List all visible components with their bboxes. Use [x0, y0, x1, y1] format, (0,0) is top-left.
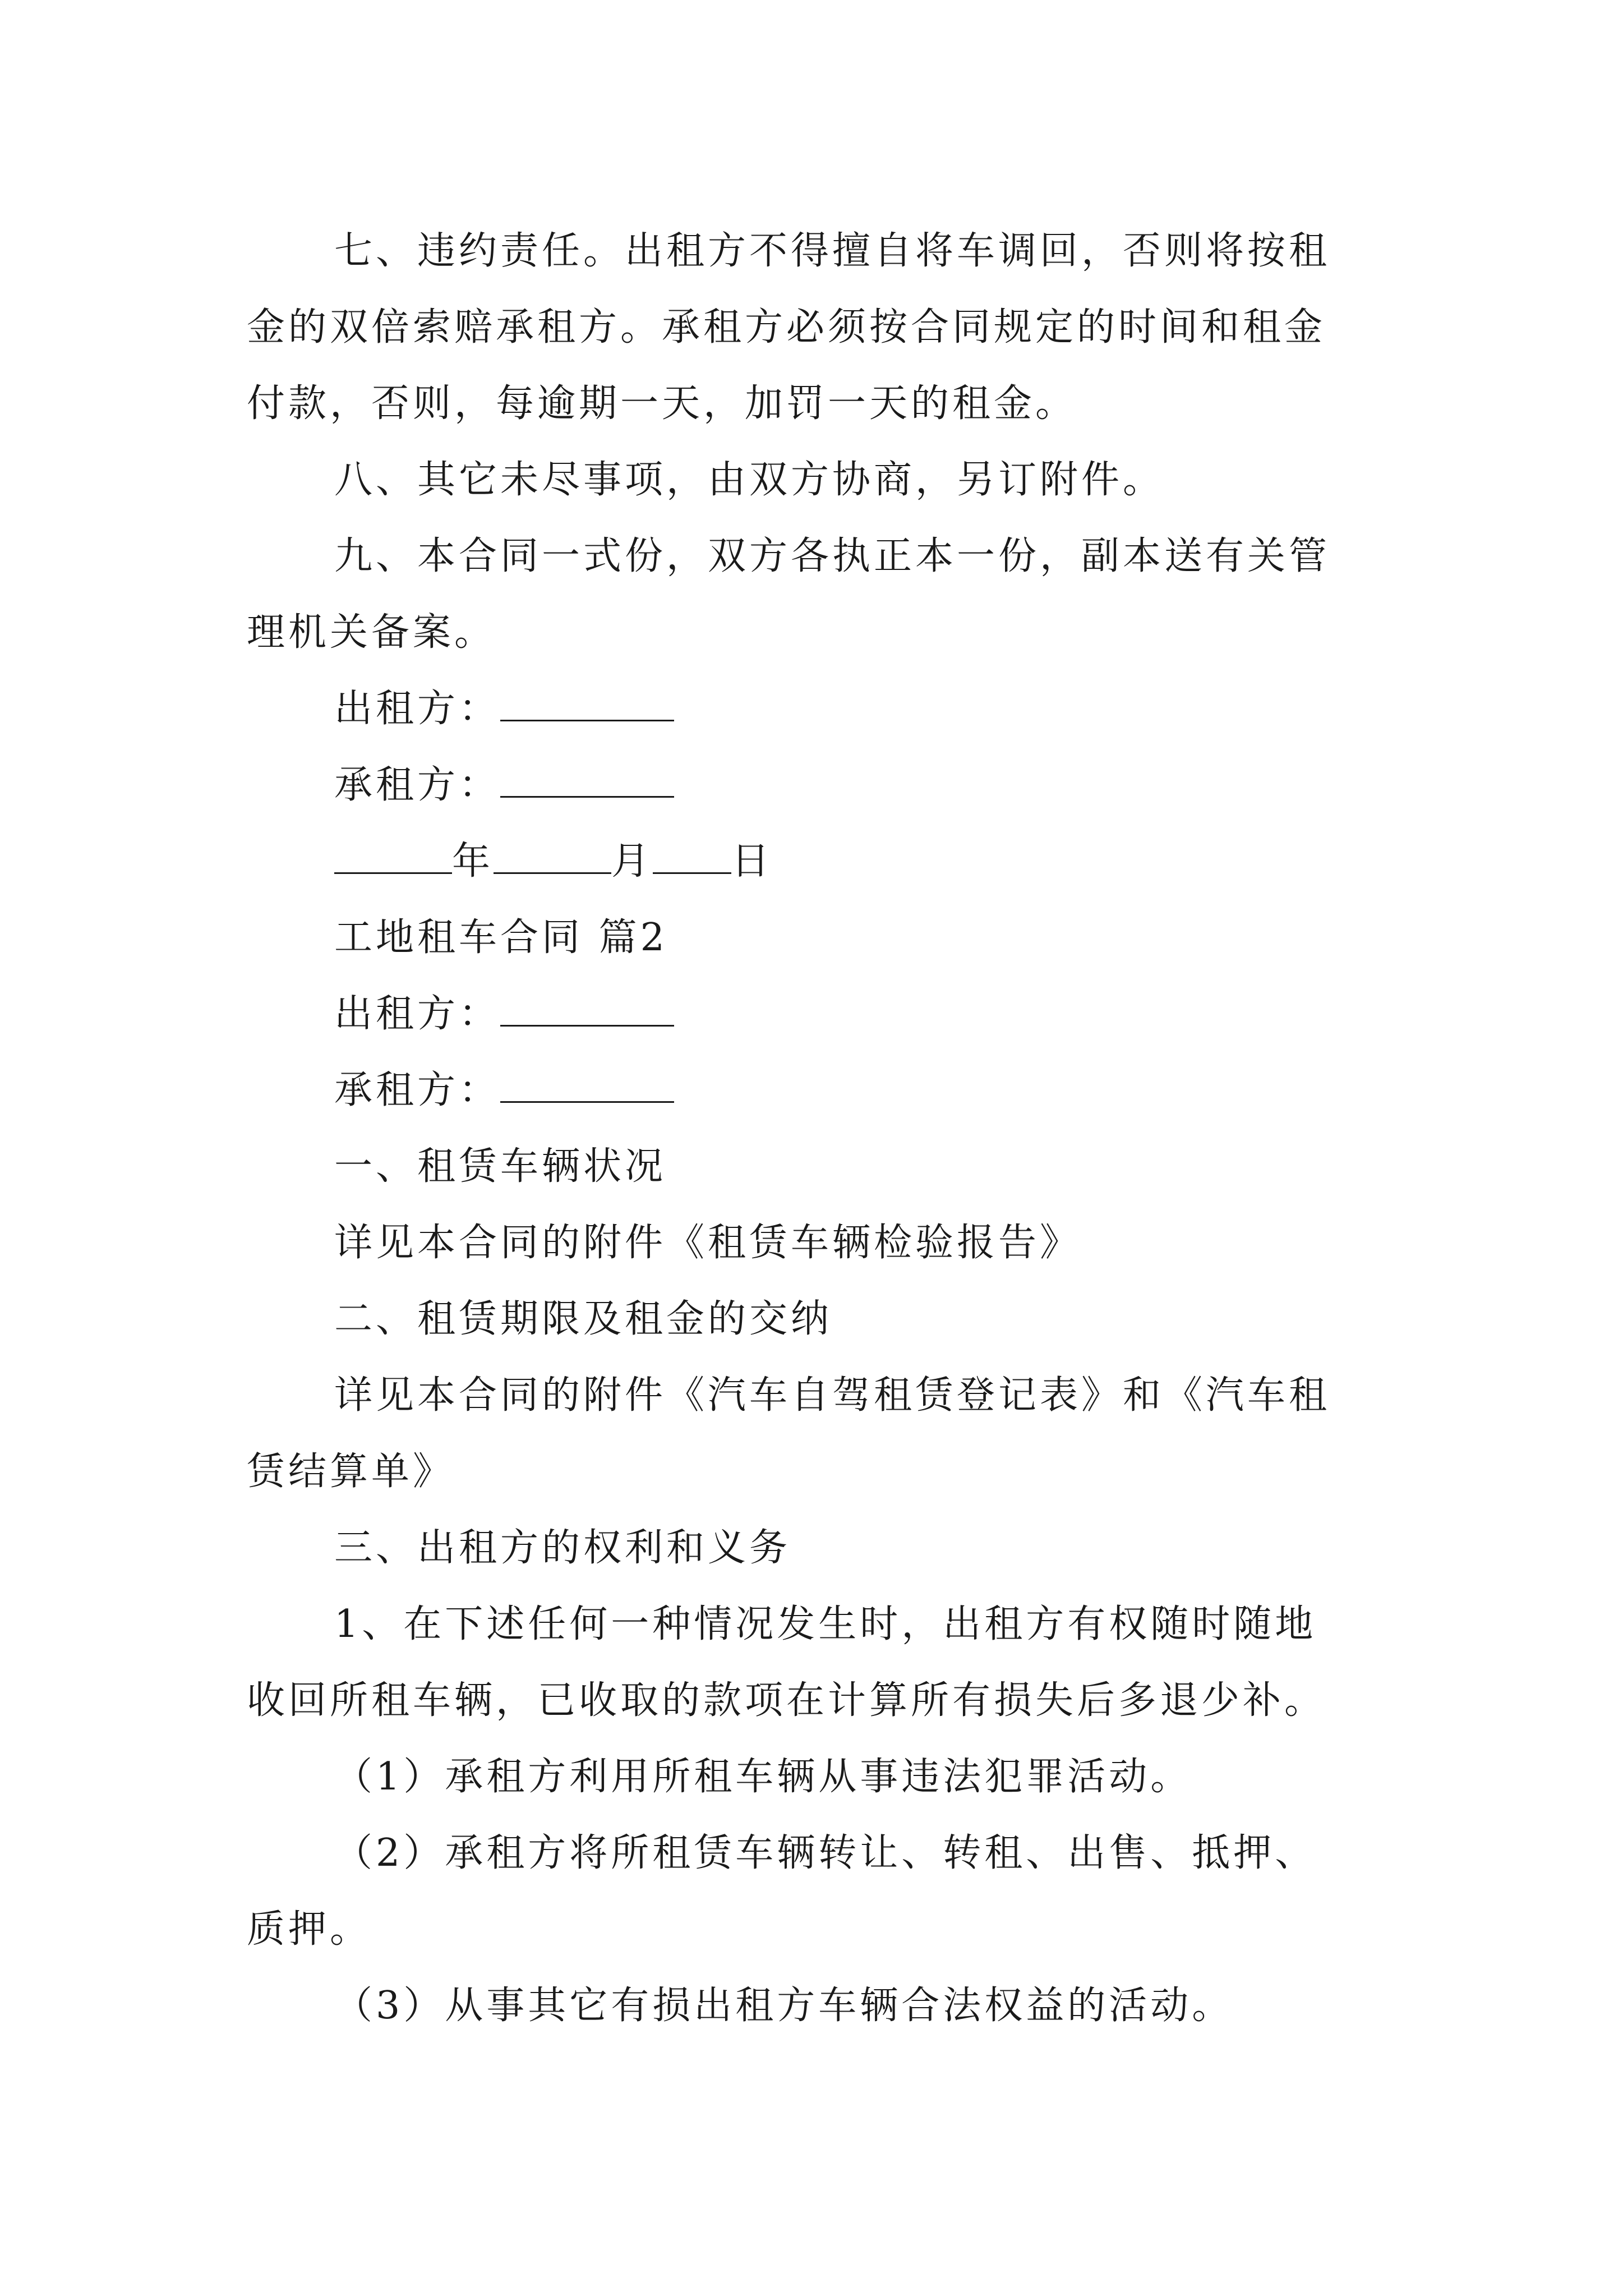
lessee-signature-line [247, 747, 1385, 823]
paragraph-line: 付款，否则，每逾期一天，加罚一天的租金。 [247, 381, 1077, 426]
lessee-blank [500, 766, 674, 798]
year-label: 年 [452, 839, 494, 884]
paragraph-line: 1、在下述任何一种情况发生时，出租方有权随时随地 [334, 1602, 1317, 1646]
lessor-signature-line [247, 976, 1385, 1052]
day-label: 日 [731, 839, 773, 884]
paragraph-line: 七、违约责任。出租方不得擅自将车调回，否则将按租 [334, 229, 1331, 273]
paragraph-line: 赁结算单》 [247, 1450, 455, 1494]
paragraph-line: 三、出租方的权利和义务 [334, 1526, 791, 1570]
lessee-signature-line [247, 1052, 1385, 1129]
document-body [247, 213, 1385, 2044]
month-label: 月 [611, 839, 653, 884]
paragraph-line: （1）承租方利用所租车辆从事违法犯罪活动。 [334, 1755, 1192, 1799]
year-blank [334, 842, 452, 874]
lessee-label: 承租方： [334, 1068, 501, 1112]
paragraph-line: 八、其它未尽事项，由双方协商，另订附件。 [334, 458, 1165, 502]
paragraph-line: （2）承租方将所租赁车辆转让、转租、出售、抵押、 [334, 1831, 1317, 1875]
section-title: 工地租车合同 篇2 [334, 915, 668, 960]
paragraph-line: 九、本合同一式份，双方各执正本一份，副本送有关管 [334, 534, 1331, 578]
paragraph-line: 金的双倍索赔承租方。承租方必须按合同规定的时间和租金 [247, 305, 1326, 349]
lessee-blank [500, 1071, 674, 1103]
paragraph-line: 理机关备案。 [247, 610, 496, 655]
paragraph-line: 一、租赁车辆状况 [334, 1144, 667, 1189]
paragraph-line: 质押。 [247, 1907, 372, 1952]
paragraph-line: 详见本合同的附件《汽车自驾租赁登记表》和《汽车租 [334, 1373, 1331, 1418]
lessor-label: 出租方： [334, 687, 501, 731]
paragraph-line: （3）从事其它有损出租方车辆合法权益的活动。 [334, 1984, 1234, 2028]
day-blank [653, 842, 731, 874]
paragraph-line: 详见本合同的附件《租赁车辆检验报告》 [334, 1221, 1082, 1265]
date-line [247, 823, 1385, 900]
paragraph-line: 收回所租车辆，已收取的款项在计算所有损失后多退少补。 [247, 1678, 1326, 1723]
lessor-blank [500, 995, 674, 1027]
lessor-signature-line [247, 671, 1385, 747]
month-blank [494, 842, 611, 874]
paragraph-line: 二、租赁期限及租金的交纳 [334, 1297, 833, 1341]
lessor-blank [500, 689, 674, 721]
lessor-label: 出租方： [334, 992, 501, 1036]
lessee-label: 承租方： [334, 763, 501, 807]
